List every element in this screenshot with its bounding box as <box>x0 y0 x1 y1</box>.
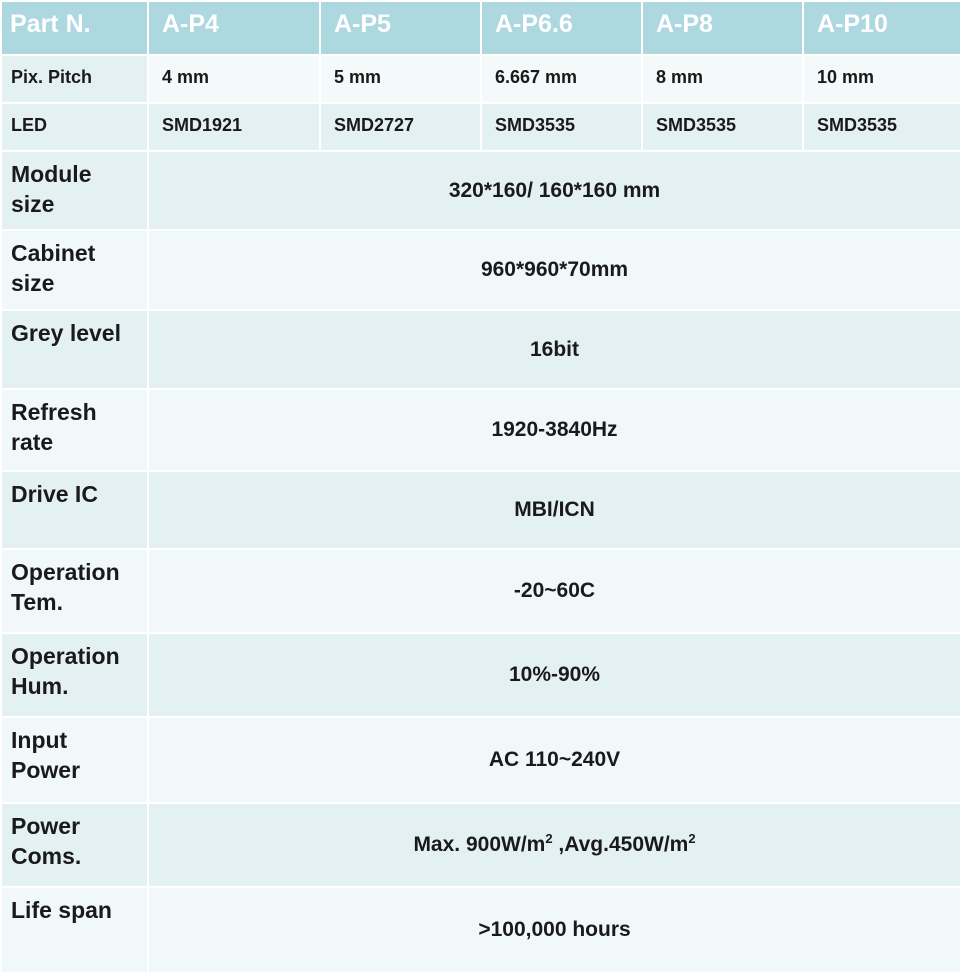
header-row <box>1 1 960 55</box>
input-power-label <box>1 717 148 803</box>
label-line: Operation <box>11 643 120 669</box>
led-row <box>1 103 960 151</box>
led-value: SMD2727 <box>320 103 481 151</box>
cabinet-size-value: 960*960*70mm <box>148 230 960 310</box>
label-line: size <box>11 191 55 217</box>
input-power-value: AC 110~240V <box>148 717 960 803</box>
operation-temp-row <box>1 549 960 633</box>
part-label: Part N. <box>1 1 148 55</box>
led-value: SMD3535 <box>642 103 803 151</box>
model-a-p6-6: A-P6.6 <box>481 1 642 55</box>
label-line: size <box>11 270 55 296</box>
drive-ic-row <box>1 471 960 549</box>
pixel-pitch-value: 8 mm <box>642 55 803 103</box>
label-line: Input <box>11 727 68 753</box>
module-size-row <box>1 151 960 230</box>
model-a-p8: A-P8 <box>642 1 803 55</box>
power-consumption-row <box>1 803 960 887</box>
life-span-row <box>1 887 960 973</box>
drive-ic-label: Drive IC <box>1 471 148 549</box>
model-a-p4: A-P4 <box>148 1 320 55</box>
label-line: Refresh <box>11 399 97 425</box>
label-line: Coms. <box>11 843 82 869</box>
operation-hum-label <box>1 633 148 717</box>
label-line: Cabinet <box>11 240 96 266</box>
avg-power-text: ,Avg.450W/m <box>552 833 689 856</box>
pixel-pitch-value: 5 mm <box>320 55 481 103</box>
label-line: Power <box>11 757 81 783</box>
life-span-value: >100,000 hours <box>148 887 960 973</box>
label-line: Tem. <box>11 589 63 615</box>
led-value: SMD3535 <box>481 103 642 151</box>
label-line: rate <box>11 429 54 455</box>
power-consumption-label <box>1 803 148 887</box>
operation-temp-value: -20~60C <box>148 549 960 633</box>
power-consumption-value <box>148 803 960 887</box>
label-line: Operation <box>11 559 120 585</box>
refresh-rate-label <box>1 389 148 471</box>
label-line: Hum. <box>11 673 69 699</box>
avg-power-exponent: 2 <box>688 831 696 846</box>
max-power-exponent: 2 <box>545 831 553 846</box>
refresh-rate-row <box>1 389 960 471</box>
pixel-pitch-row <box>1 55 960 103</box>
label-line: Module <box>11 161 92 187</box>
led-value: SMD3535 <box>803 103 960 151</box>
led-label: LED <box>1 103 148 151</box>
cabinet-size-label <box>1 230 148 310</box>
pixel-pitch-value: 6.667 mm <box>481 55 642 103</box>
input-power-row <box>1 717 960 803</box>
pixel-pitch-value: 4 mm <box>148 55 320 103</box>
operation-hum-row <box>1 633 960 717</box>
max-power-text: Max. 900W/m <box>413 833 546 856</box>
grey-level-row <box>1 310 960 389</box>
cabinet-size-row <box>1 230 960 310</box>
led-value: SMD1921 <box>148 103 320 151</box>
module-size-label <box>1 151 148 230</box>
pixel-pitch-value: 10 mm <box>803 55 960 103</box>
refresh-rate-value: 1920-3840Hz <box>148 389 960 471</box>
operation-hum-value: 10%-90% <box>148 633 960 717</box>
grey-level-value: 16bit <box>148 310 960 389</box>
pixel-pitch-label: Pix. Pitch <box>1 55 148 103</box>
grey-level-label: Grey level <box>1 310 148 389</box>
operation-temp-label <box>1 549 148 633</box>
label-line: Power <box>11 813 81 839</box>
drive-ic-value: MBI/ICN <box>148 471 960 549</box>
model-a-p10: A-P10 <box>803 1 960 55</box>
module-size-value: 320*160/ 160*160 mm <box>148 151 960 230</box>
model-a-p5: A-P5 <box>320 1 481 55</box>
life-span-label: Life span <box>1 887 148 973</box>
